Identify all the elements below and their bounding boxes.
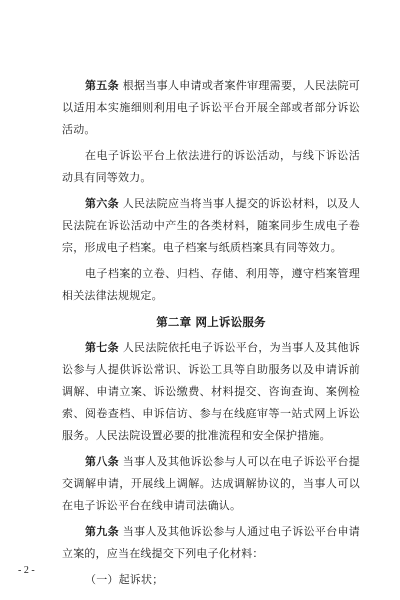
article-9-number: 第九条 [85, 525, 119, 538]
article-5-paragraph-2: 在电子诉讼平台上依法进行的诉讼活动，与线下诉讼活动具有同等效力。 [62, 149, 360, 184]
document-body [62, 75, 360, 595]
article-5-number: 第五条 [85, 79, 119, 92]
article-5 [62, 75, 360, 141]
article-8-number: 第八条 [85, 455, 119, 468]
list-item: （一）起诉状； [85, 573, 164, 586]
article-6-number: 第六条 [85, 197, 119, 210]
article-7-number: 第七条 [85, 341, 119, 354]
article-8 [62, 451, 360, 517]
article-9 [62, 521, 360, 565]
article-8-text: 当事人及其他诉讼参与人可以在电子诉讼平台提交调解申请，开展线上调解。达成调解协议的，当事人可以在电子诉讼平台在线申请司法确认。 [62, 455, 361, 512]
page-number: - 2 - [18, 565, 35, 576]
article-7-text: 人民法院依托电子诉讼平台，为当事人及其他诉讼参与人提供诉讼常识、诉讼工具等自助服务以及申请诉前调解、申请立案、诉讼缴费、材料提交、咨询查询、案例检索、阅卷查档、申诉信访、参与在线庭审等一站式网上诉讼服务。人民法院设置必要的批准流程和安全保护措施。 [62, 341, 361, 442]
article-6-text: 人民法院应当将当事人提交的诉讼材料，以及人民法院在诉讼活动中产生的各类材料，随案同步生成电子卷宗，形成电子档案。电子档案与纸质档案具有同等效力。 [62, 197, 361, 254]
article-9-text: 当事人及其他诉讼参与人通过电子诉讼平台申请立案的，应当在线提交下列电子化材料： [62, 525, 361, 560]
article-6-paragraph-2: 电子档案的立卷、归档、存储、利用等，遵守档案管理相关法律法规规定。 [62, 267, 360, 302]
article-6 [62, 193, 360, 259]
article-5-text: 根据当事人申请或者案件审理需要，人民法院可以适用本实施细则利用电子诉讼平台开展全部或者部分诉讼活动。 [62, 79, 361, 136]
article-7 [62, 337, 360, 447]
chapter-heading: 第二章 网上诉讼服务 [156, 315, 266, 329]
